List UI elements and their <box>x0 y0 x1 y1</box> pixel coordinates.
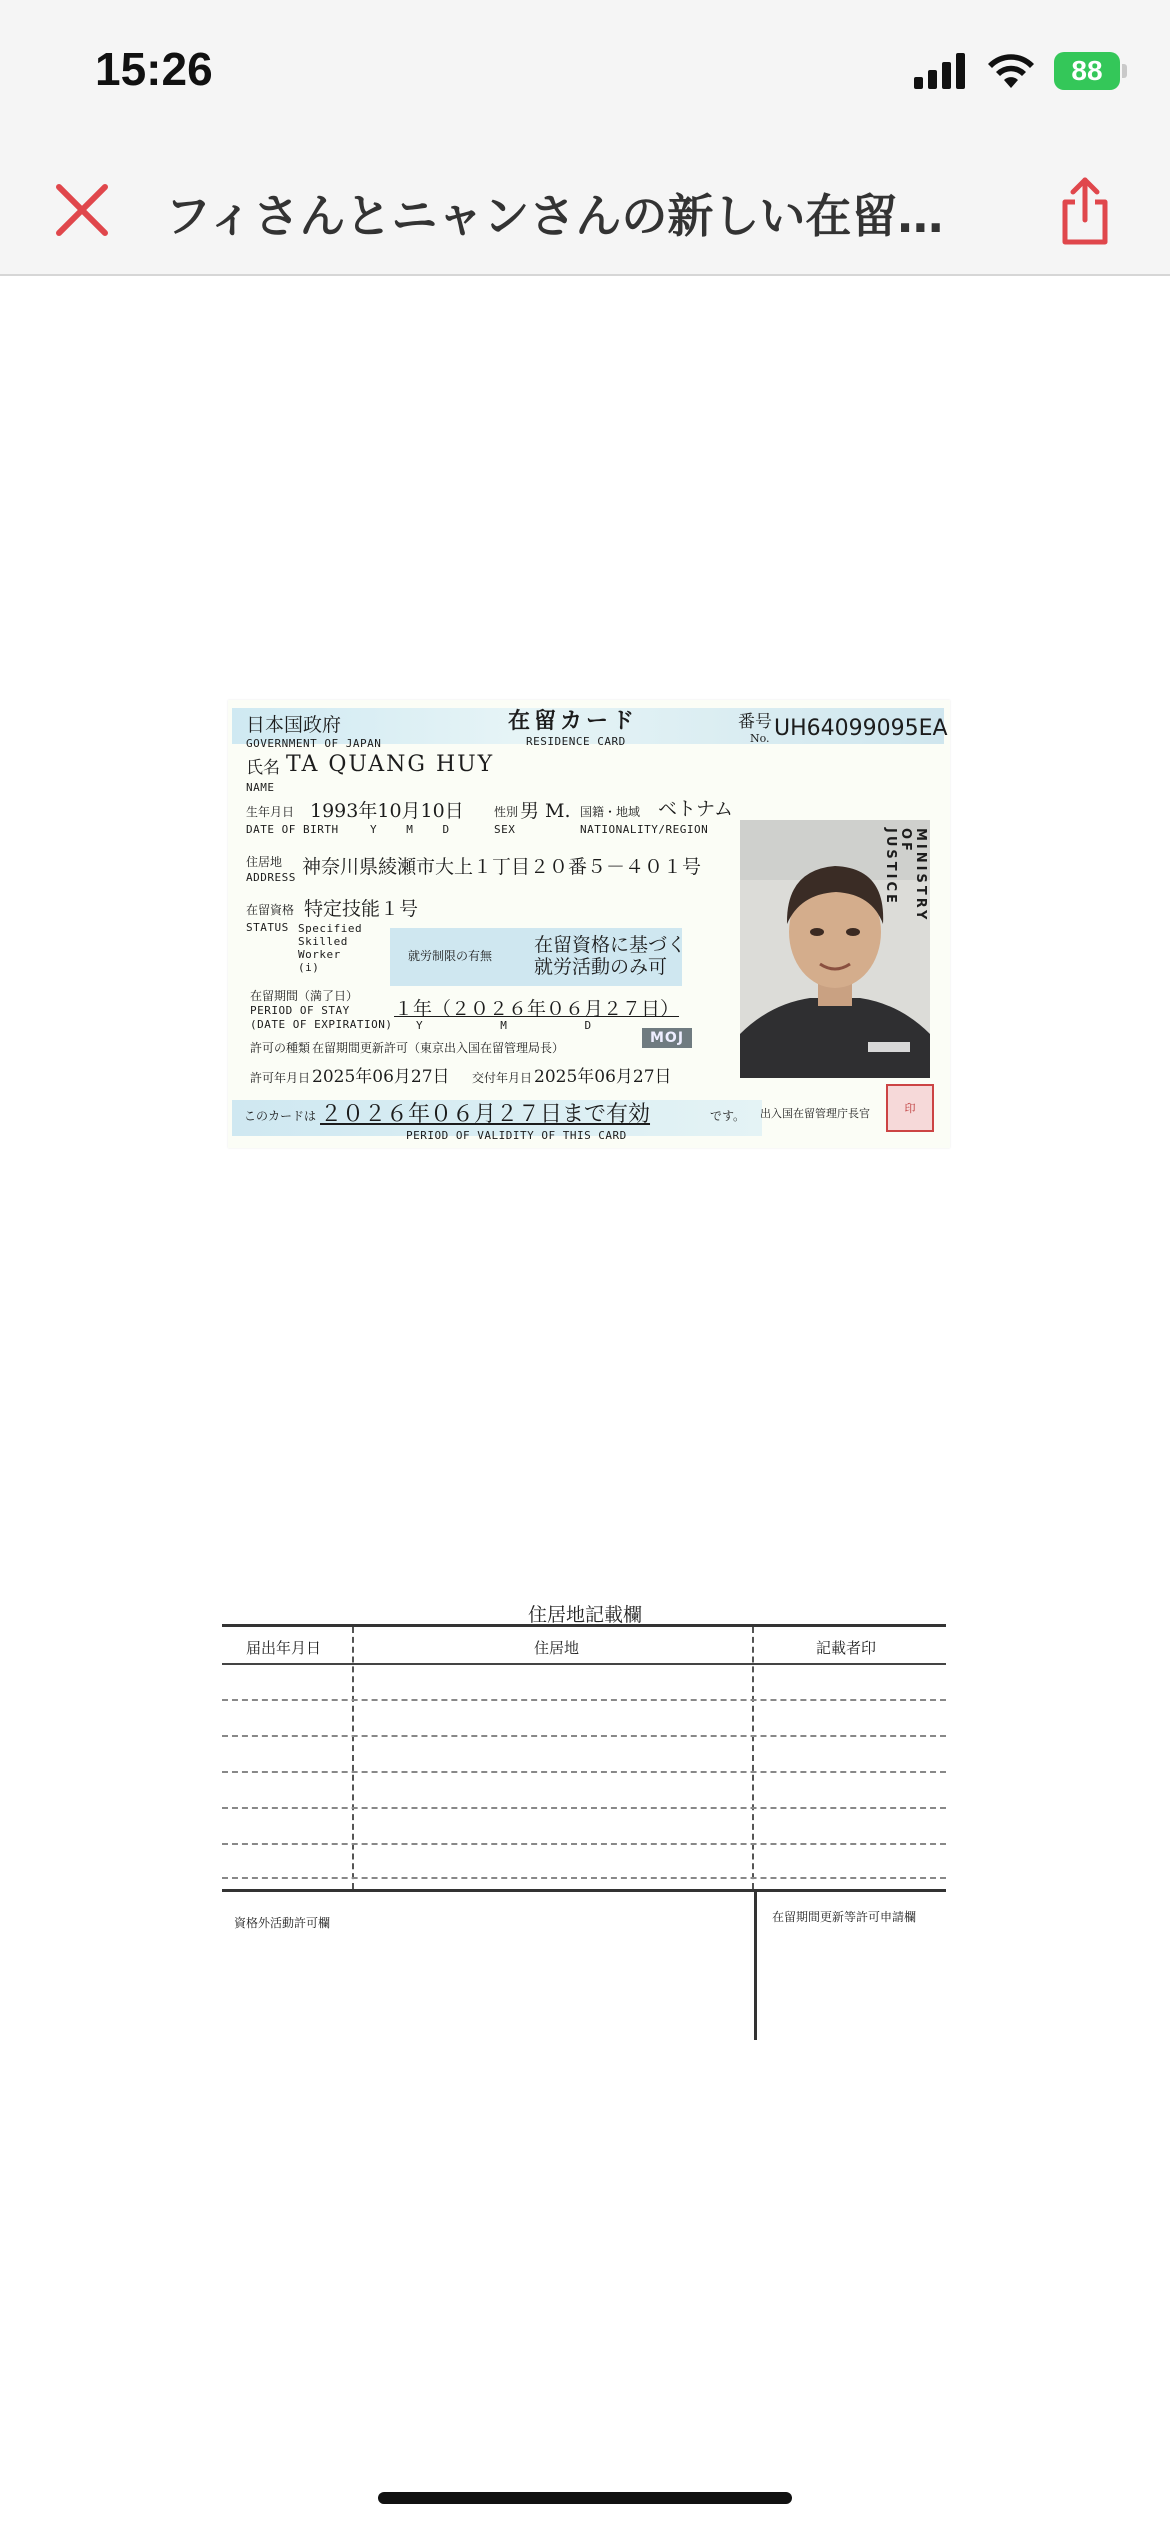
close-icon <box>55 183 109 237</box>
status-time: 15:26 <box>95 43 213 95</box>
address-record-table <box>222 1624 946 1892</box>
table-row-line <box>222 1771 946 1773</box>
work-restriction-line2: 就労活動のみ可 <box>534 956 668 978</box>
home-indicator[interactable] <box>378 2492 792 2504</box>
validity-prefix: このカードは <box>244 1109 317 1123</box>
nationality-label-jp: 国籍・地域 <box>580 805 641 819</box>
column-header-date: 届出年月日 <box>246 1639 322 1657</box>
document-title: フィさんとニャンさんの新しい在留… <box>165 189 944 243</box>
sex-label-en: SEX <box>494 823 516 836</box>
status-icons <box>914 52 1120 90</box>
official-seal: 印 <box>886 1084 934 1132</box>
period-label-en: PERIOD OF STAY <box>250 1004 350 1017</box>
period-expiration-label-en: (DATE OF EXPIRATION) <box>250 1018 393 1031</box>
column-divider <box>752 1627 754 1889</box>
table-row-line <box>222 1699 946 1701</box>
dob-label-jp: 生年月日 <box>246 805 295 819</box>
table-row-line <box>222 1877 946 1879</box>
share-icon <box>1057 176 1113 246</box>
nationality-label-en: NATIONALITY/REGION <box>580 823 709 836</box>
status-label-en: STATUS <box>246 921 289 934</box>
period-label-jp: 在留期間（満了日） <box>250 989 359 1003</box>
permission-type-label: 許可の種類 <box>250 1041 311 1055</box>
status-label-jp: 在留資格 <box>246 903 295 917</box>
close-button[interactable] <box>46 174 118 246</box>
column-header-address: 住居地 <box>534 1639 580 1657</box>
card-title-en: RESIDENCE CARD <box>526 735 626 748</box>
back-title: 住居地記載欄 <box>527 1604 642 1626</box>
wifi-icon <box>986 52 1036 90</box>
card-address: 神奈川県綾瀬市大上１丁目２０番５－４０１号 <box>302 856 702 878</box>
card-dob: 1993年10月10日 <box>310 800 464 822</box>
permit-date-label: 許可年月日 <box>250 1071 311 1085</box>
card-sex: 男 M. <box>520 800 571 822</box>
navigation-bar <box>0 150 1170 276</box>
period-ymd: Y M D <box>416 1019 592 1032</box>
residence-card-front <box>228 700 950 1148</box>
card-government-en: GOVERNMENT OF JAPAN <box>246 737 382 750</box>
issuing-authority: 出入国在留管理庁長官 <box>760 1107 870 1120</box>
address-label-en: ADDRESS <box>246 871 296 884</box>
validity-label-en: PERIOD OF VALIDITY OF THIS CARD <box>406 1129 627 1142</box>
card-status: 特定技能１号 <box>304 898 419 920</box>
moj-hologram: MOJ <box>642 1028 692 1048</box>
card-name: TA QUANG HUY <box>286 752 495 777</box>
sex-label-jp: 性別 <box>494 805 519 819</box>
name-label-en: NAME <box>246 781 275 794</box>
header-divider <box>222 1663 946 1665</box>
column-header-stamp: 記載者印 <box>816 1639 877 1657</box>
card-number: UH64099095EA <box>774 716 948 741</box>
dob-label-en: DATE OF BIRTH <box>246 823 339 836</box>
card-government-jp: 日本国政府 <box>246 714 342 736</box>
table-row-line <box>222 1843 946 1845</box>
issue-date-label: 交付年月日 <box>472 1071 533 1085</box>
extension-application-label: 在留期間更新等許可申請欄 <box>772 1910 917 1924</box>
status-bar <box>0 0 1170 150</box>
card-nationality: ベトナム <box>658 798 734 820</box>
table-row-line <box>222 1735 946 1737</box>
battery-level: 88 <box>1071 55 1103 86</box>
card-title-jp: 在留カード <box>508 708 639 734</box>
validity-suffix: です。 <box>710 1109 746 1123</box>
card-number-label: 番号 <box>738 712 772 732</box>
ministry-side-text: MINISTRY OF JUSTICE <box>883 828 928 923</box>
battery-icon <box>1054 52 1120 90</box>
card-period: １年（２０２６年０６月２７日） <box>394 998 680 1020</box>
card-permission-type: 在留期間更新許可（東京出入国在留管理局長） <box>312 1041 565 1055</box>
share-button[interactable] <box>1044 170 1126 252</box>
card-permit-date: 2025年06月27日 <box>312 1067 450 1087</box>
residence-card-back <box>220 1600 950 2045</box>
card-status-en: Specified Skilled Worker (i) <box>298 922 363 974</box>
signal-icon <box>914 53 968 89</box>
work-restriction-line1: 在留資格に基づく <box>534 934 687 956</box>
card-issue-date: 2025年06月27日 <box>534 1067 672 1087</box>
extra-activity-permission-label: 資格外活動許可欄 <box>234 1916 331 1930</box>
card-validity: ２０２６年０６月２７日まで有効 <box>320 1102 651 1127</box>
dob-ymd: Y M D <box>370 823 450 836</box>
work-restriction-label: 就労制限の有無 <box>408 949 493 963</box>
column-divider <box>352 1627 354 1889</box>
name-label-jp: 氏名 <box>246 758 280 778</box>
address-label-jp: 住居地 <box>246 855 283 869</box>
lower-divider <box>754 1890 757 2040</box>
card-number-label-en: No. <box>750 732 770 745</box>
table-row-line <box>222 1807 946 1809</box>
